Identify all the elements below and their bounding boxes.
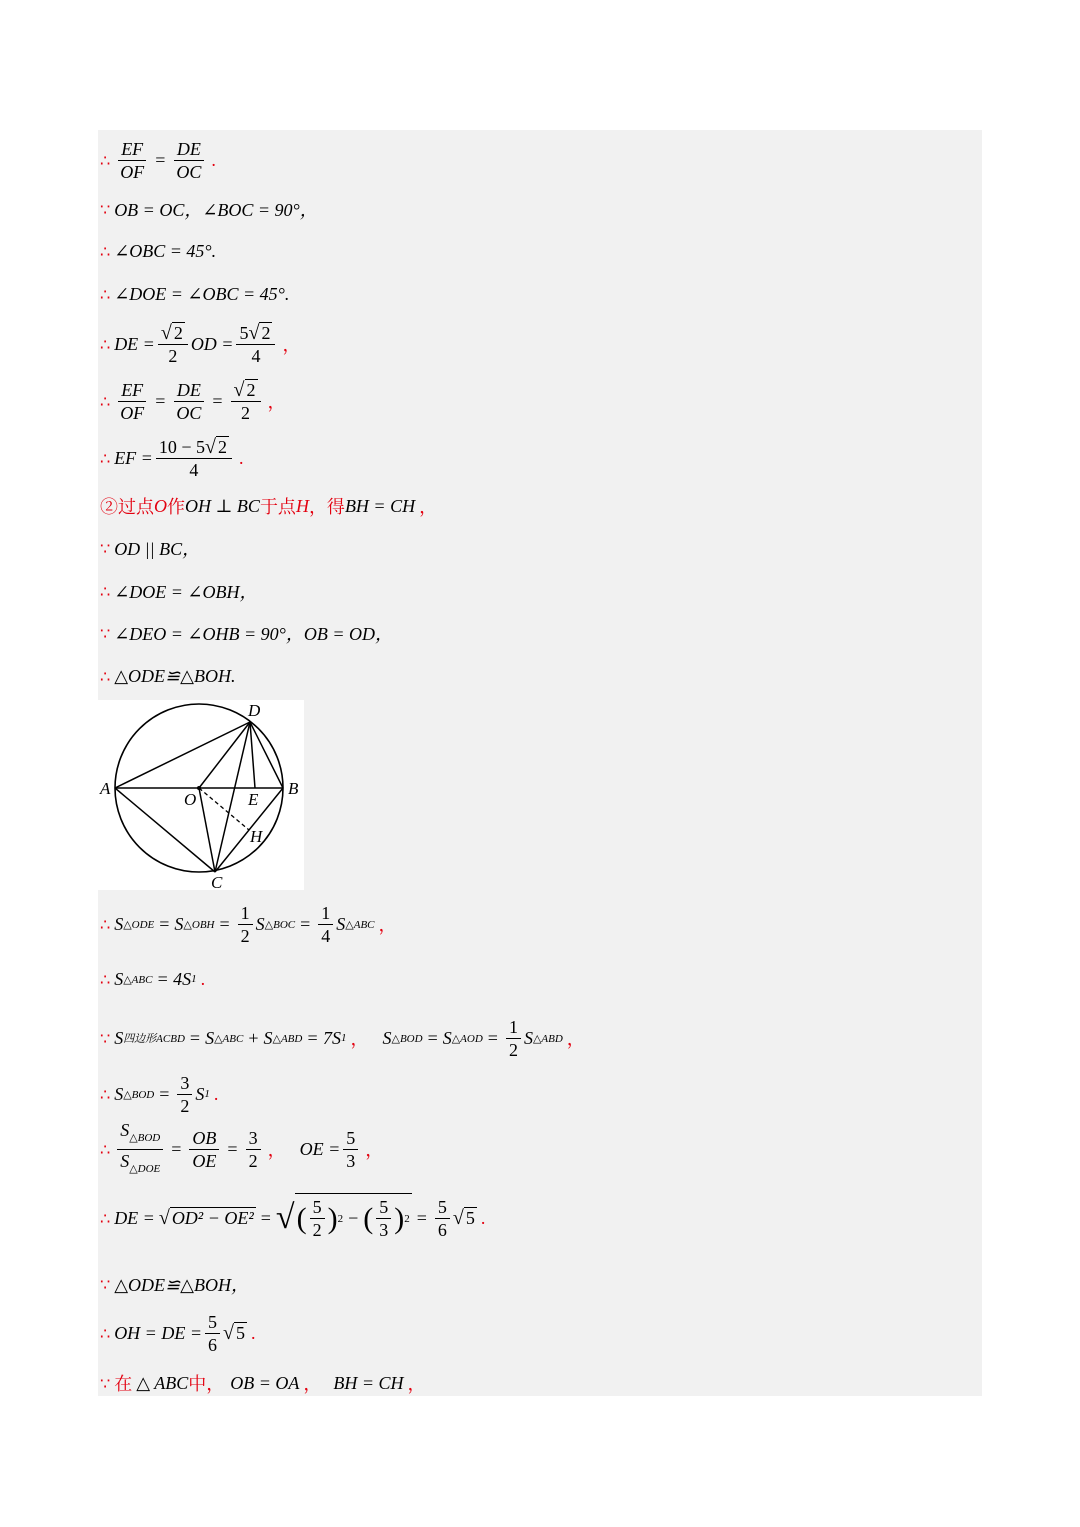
because-symbol: ∵ xyxy=(100,199,111,219)
because-symbol: ∵ xyxy=(100,1373,111,1393)
therefore-symbol: ∴ xyxy=(100,1139,111,1159)
line-angle-doe-obh: ∴ ∠DOE = ∠OBH， xyxy=(100,581,258,602)
line-angle-doe: ∴ ∠DOE = ∠OBC = 45°. xyxy=(100,283,290,304)
line-ob-eq-oc: ∵ OB = OC，∠BOC = 90°， xyxy=(100,199,318,220)
line-de-sqrt: ∴ DE = √ OD² − OE² = √ ( $\frac{5}{2}$ ) 2 − ( $\frac{5}{3}$ ) 2 = $\frac{5}{6}$ √ 5 . xyxy=(100,1190,485,1246)
line-angle-obc: ∴ ∠OBC = 45°. xyxy=(100,240,217,261)
line-congruent: ∴ △ODE≌△BOH. xyxy=(100,665,236,686)
because-symbol: ∵ xyxy=(100,538,111,558)
line-ratio-ef-of: ∴ $\frac{EF}{OF}$ = $\frac{DE}{OC}$ . xyxy=(100,138,216,182)
label-h: H xyxy=(250,827,263,846)
therefore-symbol: ∴ xyxy=(100,284,111,304)
therefore-symbol: ∴ xyxy=(100,241,111,261)
therefore-symbol: ∴ xyxy=(100,914,111,934)
label-e: E xyxy=(248,790,259,809)
line-construct-oh: ②过点 O 作 OH ⊥ BC 于点 H ，得 BH = CH ， xyxy=(100,495,438,517)
line-area-bod: ∴ S △BOD = $\frac{3}{2}$ S 1 . xyxy=(100,1072,219,1116)
line-triangle-abc: ∵ 在 △ ABC 中， OB = OA ， BH = CH ， xyxy=(100,1372,426,1394)
line-right-angles: ∵ ∠DEO = ∠OHB = 90°，OB = OD， xyxy=(100,623,393,644)
line-area-ratio-oe: ∴ $\frac{S_{\triangle BOD}}{S_{\triangle DOE}}$ = $\frac{OB}{OE}$ = $\frac{3}{2}$ ， OE = $\frac{5}{3}$ ， xyxy=(100,1119,384,1175)
because-symbol: ∵ xyxy=(100,1274,111,1294)
line-ratio-sqrt2: ∴ $\frac{EF}{OF}$ = $\frac{DE}{OC}$ = √ 2 2 ， xyxy=(100,378,286,423)
therefore-symbol: ∴ xyxy=(100,666,111,686)
line-oh-value: ∴ OH = DE = $\frac{5}{6}$ √ 5 . xyxy=(100,1311,256,1355)
because-symbol: ∵ xyxy=(100,1028,111,1048)
line-congruent-2: ∵ △ODE≌△BOH， xyxy=(100,1274,249,1295)
segment-ac xyxy=(115,788,215,872)
center-point xyxy=(197,786,201,790)
circle-geometry-figure xyxy=(98,700,304,890)
therefore-symbol: ∴ xyxy=(100,1323,111,1343)
line-area-quadrilateral: ∵ S 四边形ACBD = S △ABC + S △ABD = 7S 1 ， S △BOD = S △AOD = $\frac{1}{2}$ S △ABD ， xyxy=(100,1016,585,1060)
label-a: A xyxy=(100,779,111,798)
line-area-abc: ∴ S △ABC = 4S 1 . xyxy=(100,968,206,989)
therefore-symbol: ∴ xyxy=(100,1208,111,1228)
therefore-symbol: ∴ xyxy=(100,1084,111,1104)
line-area-odes: ∴ S △ODE = S △OBH = $\frac{1}{2}$ S △BOC = $\frac{1}{4}$ S △ABC ， xyxy=(100,902,397,946)
label-b: B xyxy=(288,779,299,798)
therefore-symbol: ∴ xyxy=(100,334,111,354)
line-od-parallel-bc: ∵ OD || BC， xyxy=(100,538,201,559)
therefore-symbol: ∴ xyxy=(100,581,111,601)
line-ef-value: ∴ EF = 10 − 5 √ 2 4 . xyxy=(100,435,244,480)
label-o: O xyxy=(184,790,197,809)
segment-ad xyxy=(115,722,250,788)
therefore-symbol: ∴ xyxy=(100,448,111,468)
label-c: C xyxy=(211,873,223,890)
segment-oc xyxy=(199,788,215,872)
label-d: D xyxy=(248,701,261,720)
therefore-symbol: ∴ xyxy=(100,969,111,989)
therefore-symbol: ∴ xyxy=(100,150,111,170)
because-symbol: ∵ xyxy=(100,623,111,643)
line-de-value: ∴ DE = √ 2 2 OD = 5 √ 2 4 ， xyxy=(100,321,301,366)
therefore-symbol: ∴ xyxy=(100,391,111,411)
